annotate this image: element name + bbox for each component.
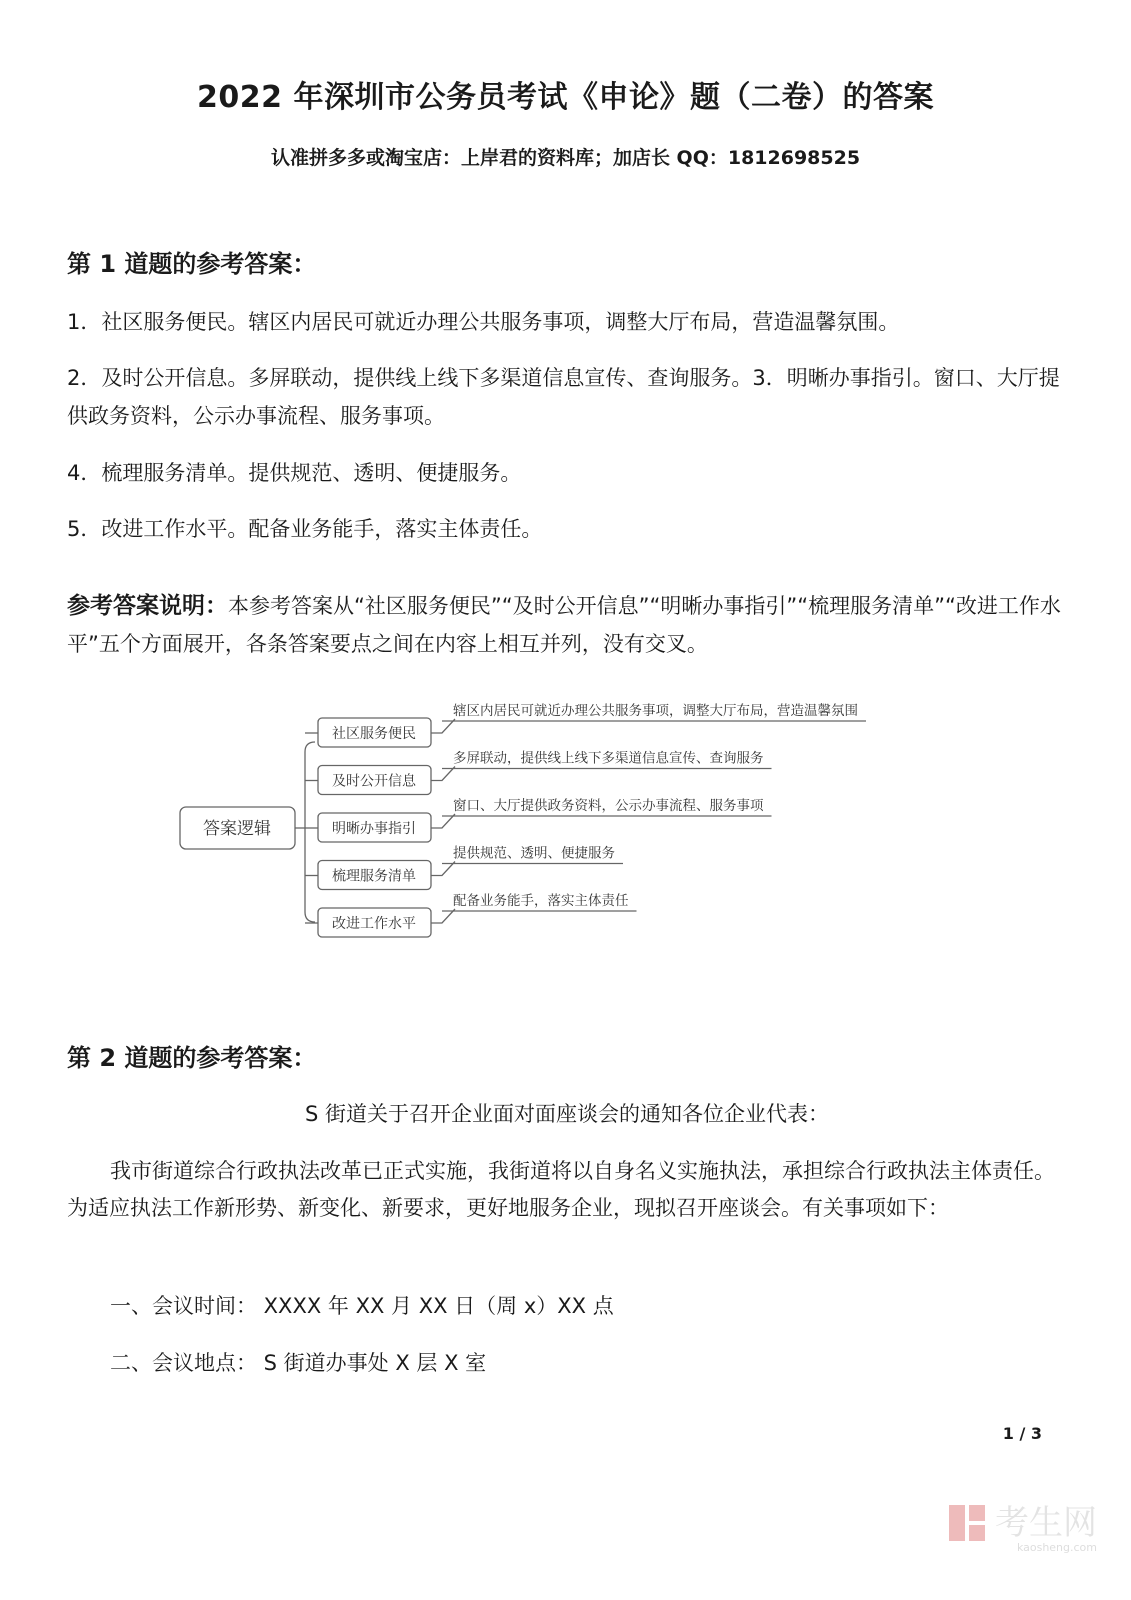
diagram-branch-label: 社区服务便民 [332, 726, 416, 742]
diagram-branch-detail: 多屏联动，提供线上线下多渠道信息宣传、查询服务 [453, 750, 764, 767]
notice-body: 我市街道综合行政执法改革已正式实施，我街道将以自身名义实施执法，承担综合行政执法主体责任。为适应执法工作新形势、新变化、新要求，更好地服务企业，现拟召开座谈会。有关事项如下： [67, 1159, 1055, 1220]
diagram-branch-detail: 窗口、大厅提供政务资料，公示办事流程、服务事项 [453, 798, 764, 814]
diagram-branch-label: 改进工作水平 [332, 916, 416, 932]
explanation-text: 本参考答案从“社区服务便民”“及时公开信息”“明晰办事指引”“梳理服务清单”“改进工作水平”五个方面展开，各条答案要点之间在内容上相互并列，没有交叉。 [67, 594, 1061, 656]
page-number: 1 / 3 [1002, 1424, 1042, 1443]
notice-title: S 街道关于召开企业面对面座谈会的通知各位企业代表： [304, 1102, 829, 1126]
diagram-branch-detail: 配备业务能手，落实主体责任 [453, 893, 629, 909]
diagram-branch-detail: 提供规范、透明、便捷服务 [453, 845, 615, 862]
diagram-branch-label: 梳理服务清单 [332, 868, 416, 885]
q1-explanation [67, 587, 1067, 663]
q2-heading: 第 2 道题的参考答案： [67, 1044, 317, 1072]
diagram-root-label: 答案逻辑 [203, 819, 271, 839]
q1-item-2: 2．及时公开信息。多屏联动，提供线上线下多渠道信息宣传、查询服务。3．明晰办事指引。窗口、大厅提供政务资料，公示办事流程、服务事项。 [67, 366, 1060, 428]
answer-logic-diagram [170, 700, 950, 950]
watermark-text: 考生网 [995, 1503, 1097, 1543]
q1-item-1: 1．社区服务便民。辖区内居民可就近办理公共服务事项，调整大厅布局，营造温馨氛围。 [67, 310, 900, 334]
watermark-logo-icon [947, 1503, 987, 1543]
explanation-label: 参考答案说明： [67, 593, 228, 619]
diagram-branch-detail: 辖区内居民可就近办理公共服务事项，调整大厅布局，营造温馨氛围 [453, 703, 858, 719]
watermark [947, 1503, 1097, 1554]
diagram-branch-label: 及时公开信息 [332, 773, 416, 790]
q1-heading: 第 1 道题的参考答案： [67, 250, 317, 278]
meeting-time: 一、会议时间： XXXX 年 XX 月 XX 日（周 x）XX 点 [110, 1294, 614, 1318]
diagram-branch-label: 明晰办事指引 [332, 821, 416, 837]
meeting-place: 二、会议地点： S 街道办事处 X 层 X 室 [110, 1351, 487, 1375]
watermark-url: kaosheng.com [1016, 1541, 1097, 1554]
document-title: 2022 年深圳市公务员考试《申论》题（二卷）的答案 [197, 80, 934, 115]
document-subtitle: 认准拼多多或淘宝店：上岸君的资料库；加店长 QQ：1812698525 [270, 147, 861, 169]
q1-item-4: 4．梳理服务清单。提供规范、透明、便捷服务。 [67, 461, 522, 485]
q1-item-5: 5．改进工作水平。配备业务能手，落实主体责任。 [67, 517, 543, 541]
